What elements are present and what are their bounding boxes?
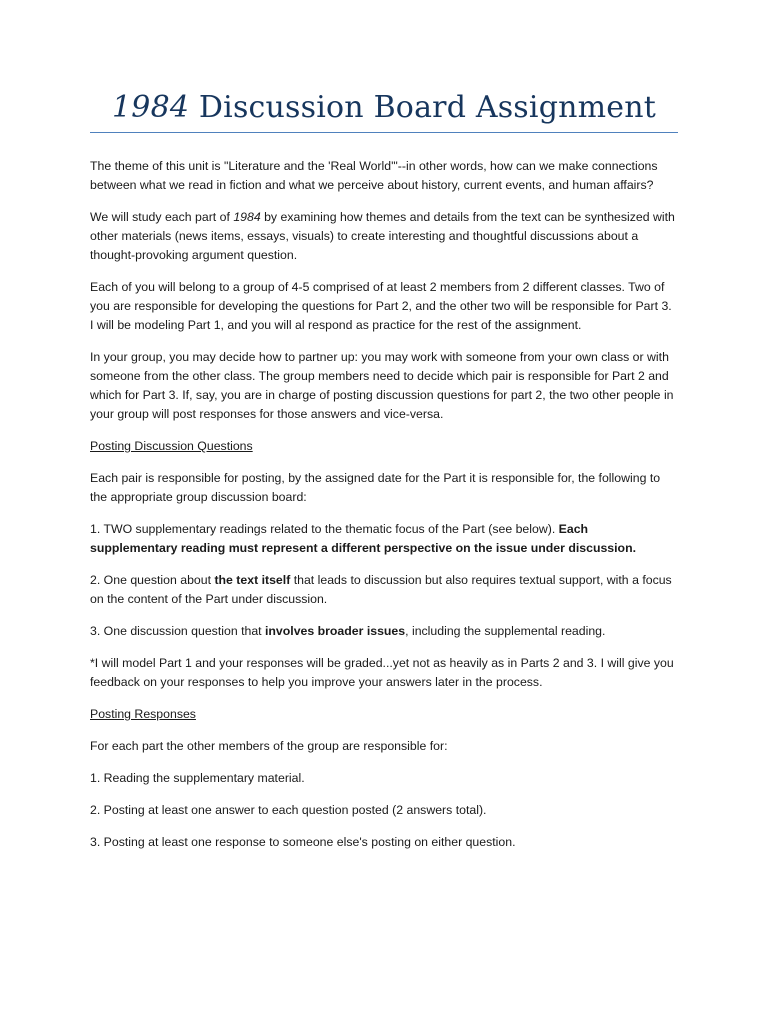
paragraph-theme: The theme of this unit is "Literature and the 'Real World'"--in other words, how can we make connections between what we read in fiction and what we perceive about history, current events, and human affairs? <box>90 159 658 192</box>
paragraph-study-italic: 1984 <box>233 210 261 224</box>
list-item-readings <box>90 520 678 558</box>
paragraph-study <box>90 208 678 265</box>
list-item-posting-response: 3. Posting at least one response to someone else's posting on either question. <box>90 835 516 849</box>
paragraph-groups: Each of you will belong to a group of 4-5 comprised of at least 2 members from 2 different classes. Two of you are responsible for developing the questions for Part 2, and the other two will be responsible for Part 3. I will be modeling Part 1, and you will al respond as practice for the rest of the assignment. <box>90 280 672 332</box>
list-item-readings-bold: Each supplementary reading must represent a different perspective on the issue under discussion. <box>90 522 636 555</box>
list-item-posting-answers: 2. Posting at least one answer to each question posted (2 answers total). <box>90 803 487 817</box>
title-block <box>90 88 678 133</box>
list-item-text-question-bold: the text itself <box>214 573 291 587</box>
document-body <box>90 157 678 852</box>
list-item-broader-question-end: , including the supplemental reading. <box>405 624 606 638</box>
list-item-text-question <box>90 571 678 609</box>
paragraph-partners: In your group, you may decide how to partner up: you may work with someone from your own class or with someone from the other class. The group members need to decide which pair is responsible for Part 2 and which for Part 3. If, say, you are in charge of posting discussion questions for part 2, the two other people in your group will post responses for those answers and vice-versa. <box>90 350 674 421</box>
title-rest: Discussion Board Assignment <box>189 90 656 125</box>
list-item-readings-text: 1. TWO supplementary readings related to the thematic focus of the Part (see below). <box>90 522 559 536</box>
list-item-reading-material: 1. Reading the supplementary material. <box>90 771 305 785</box>
paragraph-study-end: by examining how themes and details from the text can be synthesized with other materials (news items, essays, visuals) to create interesting and thoughtful discussions about a thought-provoking argument question. <box>90 210 675 262</box>
heading-posting-questions: Posting Discussion Questions <box>90 439 253 453</box>
list-item-broader-question <box>90 622 678 641</box>
title-italic: 1984 <box>112 90 190 125</box>
heading-posting-responses: Posting Responses <box>90 707 196 721</box>
list-item-broader-question-start: 3. One discussion question that <box>90 624 265 638</box>
paragraph-pair-responsibility: Each pair is responsible for posting, by the assigned date for the Part it is responsible for, the following to the appropriate group discussion board: <box>90 471 661 504</box>
list-item-text-question-end: that leads to discussion but also requires textual support, with a focus on the content of the Part under discussion. <box>90 573 672 606</box>
paragraph-study-start: We will study each part of <box>90 210 234 224</box>
paragraph-note: *I will model Part 1 and your responses will be graded...yet not as heavily as in Parts 2 and 3. I will give you feedback on your responses to help you improve your answers later in the process. <box>90 656 674 689</box>
list-item-text-question-start: 2. One question about <box>90 573 215 587</box>
list-item-broader-question-bold: involves broader issues <box>265 624 406 638</box>
paragraph-members-responsible: For each part the other members of the group are responsible for: <box>90 739 448 753</box>
page-title <box>90 88 678 128</box>
